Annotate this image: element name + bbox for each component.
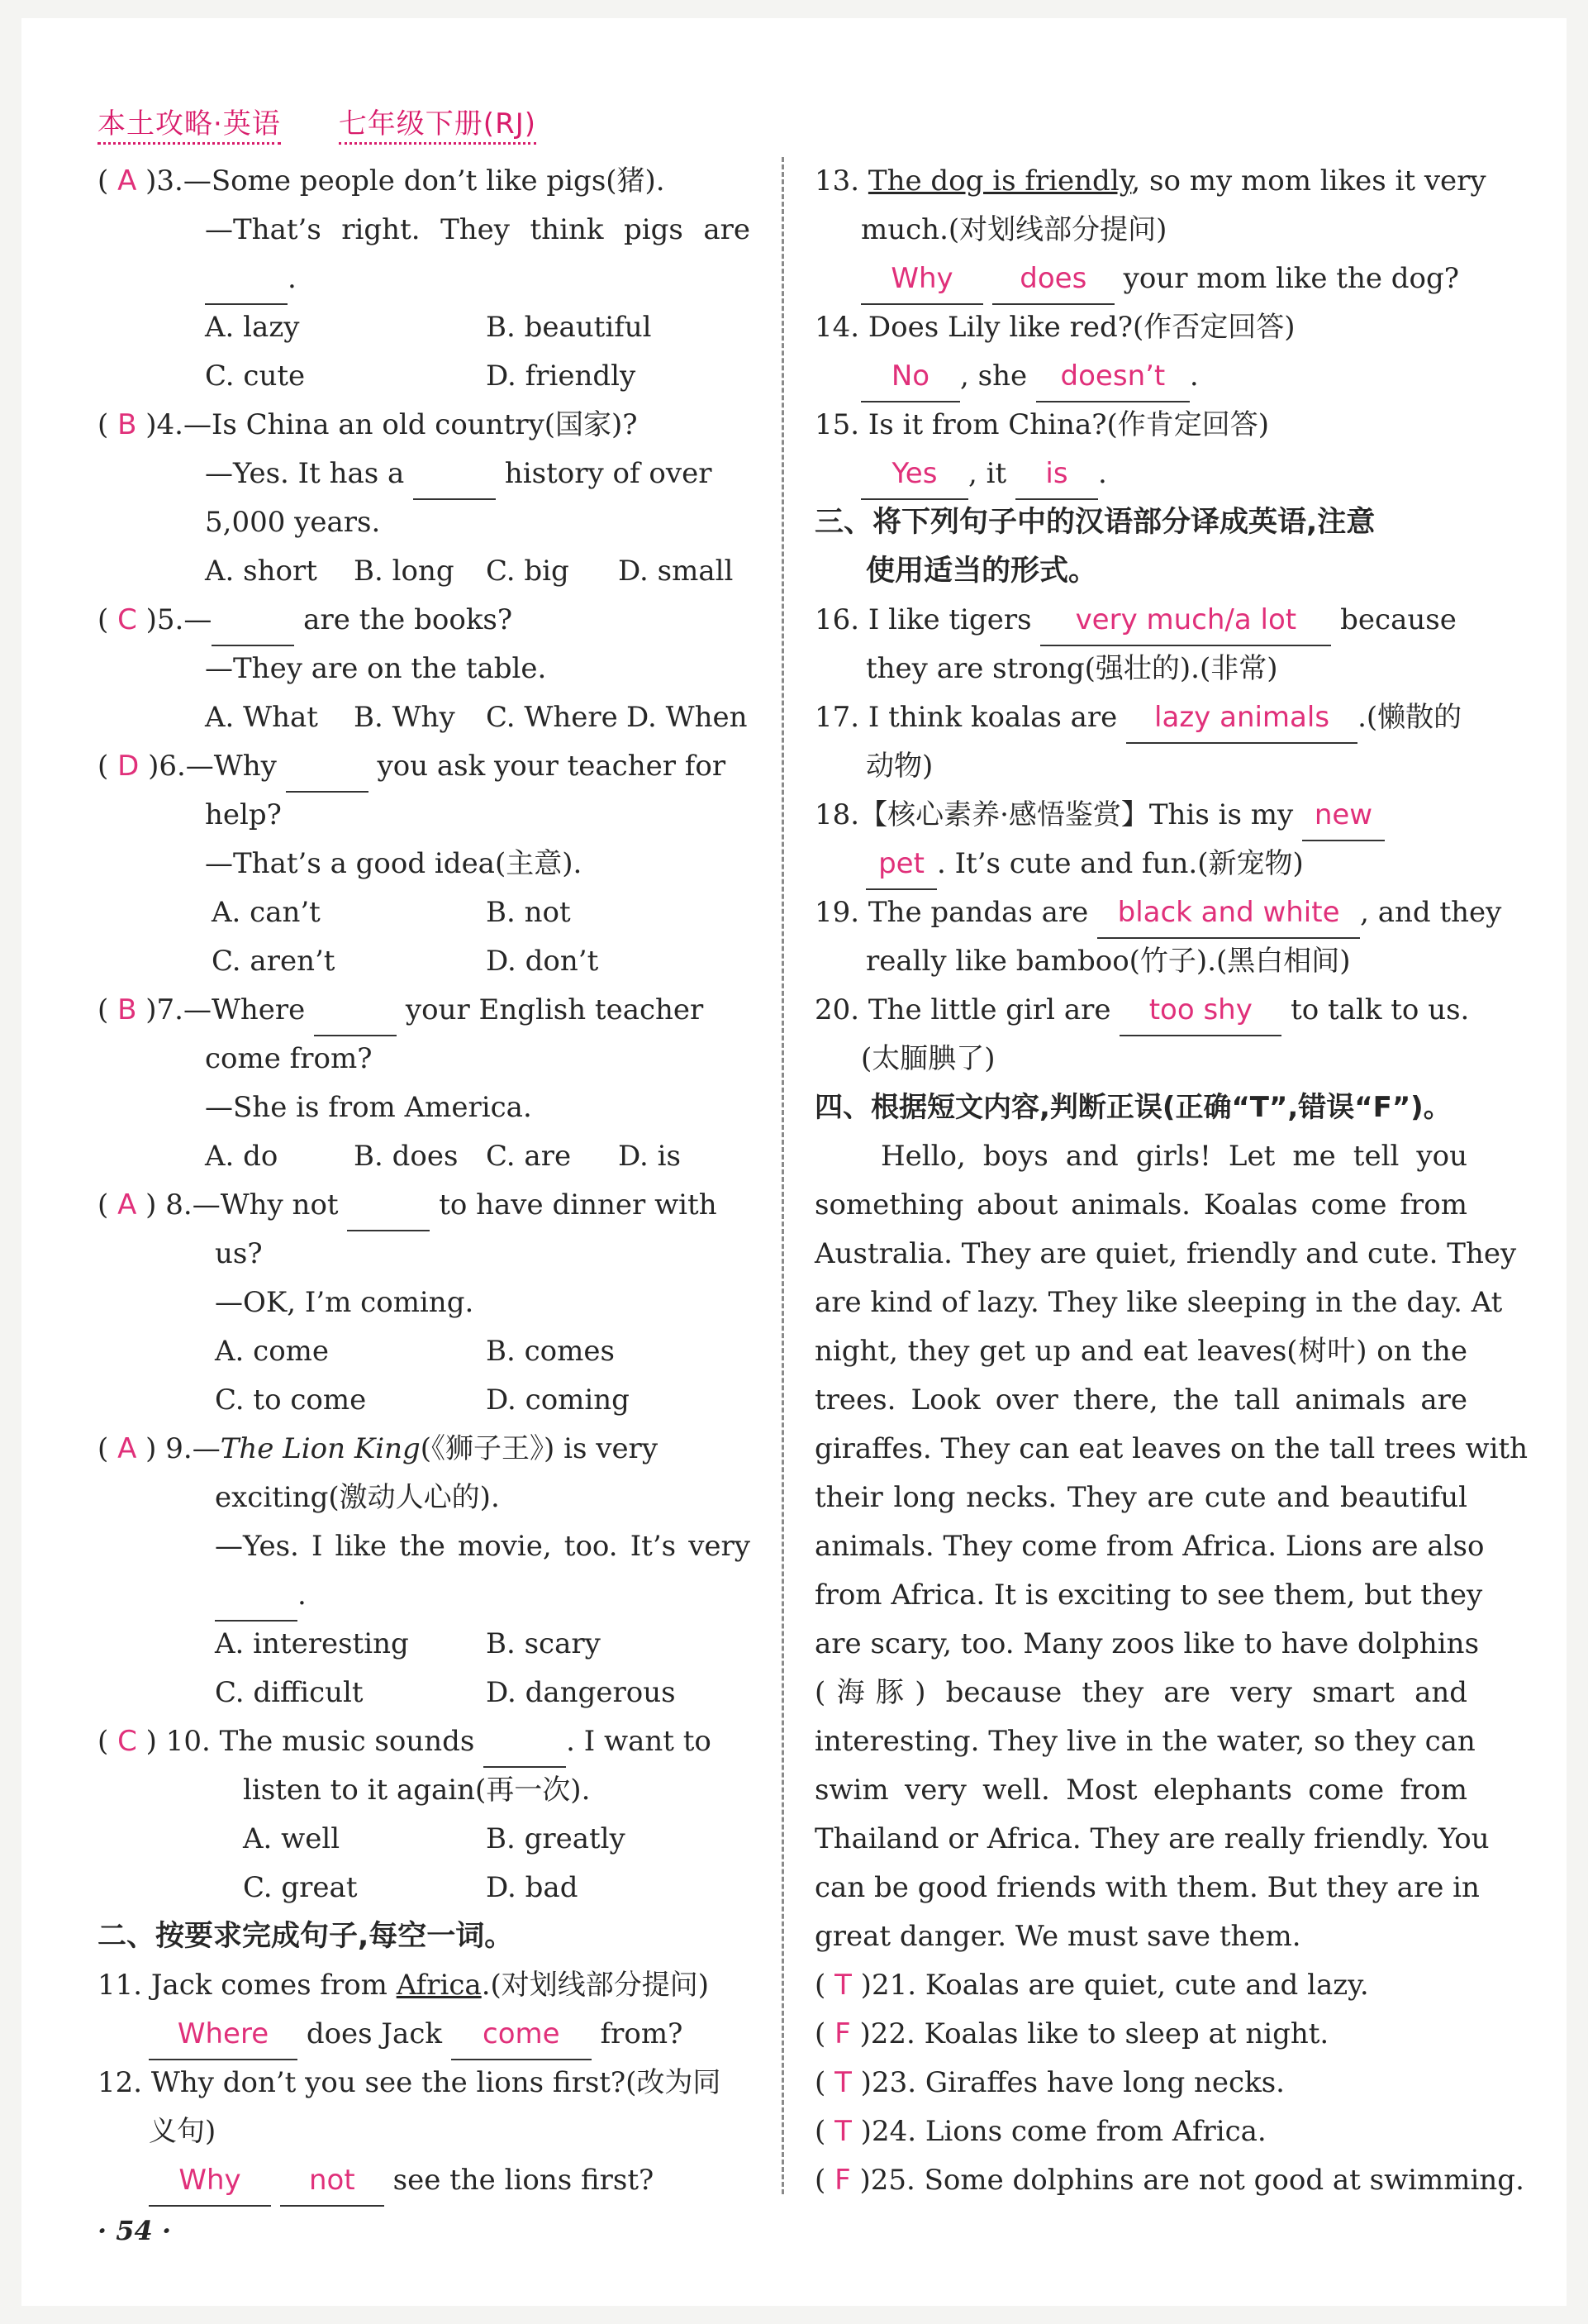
q14-stem: 14. Does Lily like red?(作否定回答) xyxy=(815,311,1296,344)
q5-line2: —They are on the table. xyxy=(205,652,547,685)
passage-line: Australia. They are quiet, friendly and cute. They xyxy=(815,1237,1517,1270)
passage-line: from Africa. It is exciting to see them, but they xyxy=(815,1579,1483,1612)
q18-stem: 18.【核心素养·感悟鉴赏】This is my new xyxy=(815,791,1467,840)
q4-stem: ( B )4.—Is China an old country(国家)? xyxy=(97,408,638,441)
tf-answer: F xyxy=(834,2017,851,2050)
q13-blank-1: Why xyxy=(861,255,983,305)
q9-line2: exciting(激动人心的). xyxy=(215,1481,500,1514)
q12-answer-line: Why not see the lions first? xyxy=(149,2156,750,2205)
q7-blank xyxy=(314,986,397,1036)
column-divider xyxy=(782,157,784,2194)
section-2-heading: 二、按要求完成句子,每空一词。 xyxy=(97,1920,514,1953)
q15-stem: 15. Is it from China?(作肯定回答) xyxy=(815,408,1269,441)
q16-line2: they are strong(强壮的).(非常) xyxy=(866,652,1278,685)
q14-blank-1: No xyxy=(861,352,960,402)
q6-answer: D xyxy=(117,750,140,783)
q14-answer-line: No , she doesn’t . xyxy=(861,352,1467,401)
q3-answer: A xyxy=(117,164,137,198)
q3-stem: ( A )3.—Some people don’t like pigs(猪). xyxy=(97,164,665,198)
q17-line2: 动物) xyxy=(866,750,934,783)
q3-line3: . xyxy=(205,255,750,303)
tf-item: ( T )21. Koalas are quiet, cute and lazy. xyxy=(815,1969,1369,2002)
q13-line2: much.(对划线部分提问) xyxy=(861,213,1167,246)
q8-stem: ( A ) 8.—Why not to have dinner with xyxy=(97,1181,750,1230)
tf-answer: F xyxy=(834,2164,851,2197)
passage-line: are scary, too. Many zoos like to have dolphins xyxy=(815,1627,1480,1660)
q11-answer-line: Where does Jack come from? xyxy=(149,2010,750,2059)
q3-blank xyxy=(205,255,288,305)
section-4-heading: 四、根据短文内容,判断正误(正确“T”,错误“F”)。 xyxy=(815,1091,1452,1124)
tf-answer: T xyxy=(834,2115,852,2148)
passage-line: trees. Look over there, the tall animals are xyxy=(815,1383,1467,1417)
q11-stem: 11. Jack comes from Africa.(对划线部分提问) xyxy=(97,1969,710,2002)
q19-line2: really like bamboo(竹子).(黑白相间) xyxy=(866,945,1351,978)
q13-answer-line: Why does your mom like the dog? xyxy=(861,255,1467,303)
q5-blank xyxy=(212,596,294,646)
q4-line3: 5,000 years. xyxy=(205,506,381,539)
q10-stem: ( C ) 10. The music sounds . I want to xyxy=(97,1717,750,1766)
q11-underlined: Africa xyxy=(396,1969,482,2002)
q3-line2: —That’s right. They think pigs are xyxy=(205,213,750,246)
q12-line2: 义句) xyxy=(149,2115,216,2148)
q9-line4: . xyxy=(215,1571,750,1620)
tf-item: ( T )24. Lions come from Africa. xyxy=(815,2115,1267,2148)
q10-line2: listen to it again(再一次). xyxy=(243,1774,591,1807)
q8-options-cd: C. to come D. coming xyxy=(215,1383,630,1417)
q14-blank-2: doesn’t xyxy=(1036,352,1190,402)
q15-blank-2: is xyxy=(1015,450,1098,500)
section-3-heading-line2: 使用适当的形式。 xyxy=(866,555,1098,588)
q7-line2: come from? xyxy=(205,1042,373,1075)
q15-answer-line: Yes , it is . xyxy=(861,450,1467,498)
q13-underlined: The dog is friendly xyxy=(868,164,1132,198)
q3-options-cd: C. cute D. friendly xyxy=(205,360,636,393)
q3-options-ab: A. lazy B. beautiful xyxy=(205,311,652,344)
passage-line: night, they get up and eat leaves(树叶) on the xyxy=(815,1335,1467,1368)
q10-options-cd: C. great D. bad xyxy=(243,1871,578,1904)
tf-item: ( T )23. Giraffes have long necks. xyxy=(815,2066,1285,2099)
q6-line3: —That’s a good idea(主意). xyxy=(205,847,582,880)
q7-line3: —She is from America. xyxy=(205,1091,532,1124)
passage-line: Hello, boys and girls! Let me tell you xyxy=(881,1140,1467,1173)
q13-stem: 13. The dog is friendly, so my mom likes it very xyxy=(815,164,1486,198)
q6-stem: ( D )6.—Why you ask your teacher for xyxy=(97,742,750,791)
passage-line: giraffes. They can eat leaves on the tall trees with xyxy=(815,1432,1529,1465)
q9-blank xyxy=(215,1571,297,1622)
left-column xyxy=(97,157,750,2205)
q9-options-ab: A. interesting B. scary xyxy=(215,1627,601,1660)
right-column xyxy=(815,157,1529,2205)
q8-line3: —OK, I’m coming. xyxy=(215,1286,474,1319)
tf-item: ( F )25. Some dolphins are not good at swimming. xyxy=(815,2164,1524,2197)
q12-blank-2: not xyxy=(280,2156,384,2207)
q5-answer: C xyxy=(117,603,137,636)
q8-answer: A xyxy=(117,1188,137,1222)
tf-answer: T xyxy=(834,1969,852,2002)
q16-blank: very much/a lot xyxy=(1040,596,1331,646)
passage-line: are kind of lazy. They like sleeping in the day. At xyxy=(815,1286,1503,1319)
q9-answer: A xyxy=(117,1432,137,1465)
page-number: · 54 · xyxy=(97,2215,172,2246)
q19-stem: 19. The pandas are black and white , and they xyxy=(815,888,1467,937)
q10-blank xyxy=(483,1717,566,1768)
q16-stem: 16. I like tigers very much/a lot because xyxy=(815,596,1467,645)
q4-blank xyxy=(413,450,496,500)
q7-options: A. do B. does C. are D. is xyxy=(205,1140,681,1173)
passage-line: their long necks. They are cute and beautiful xyxy=(815,1481,1467,1514)
q6-options-ab: A. can’t B. not xyxy=(212,896,571,929)
header-grade: 七年级下册(RJ) xyxy=(339,107,536,145)
q8-blank xyxy=(347,1181,430,1231)
q7-answer: B xyxy=(117,993,137,1026)
q8-options-ab: A. come B. comes xyxy=(215,1335,615,1368)
q5-options: A. What B. Why C. Where D. When xyxy=(205,701,748,734)
q6-line2: help? xyxy=(205,798,282,831)
q6-options-cd: C. aren’t D. don’t xyxy=(212,945,599,978)
q4-line2: —Yes. It has a history of over xyxy=(205,450,750,498)
q13-blank-2: does xyxy=(992,255,1115,305)
q19-blank: black and white xyxy=(1097,888,1360,939)
q18-line2: pet . It’s cute and fun.(新宠物) xyxy=(866,840,1467,888)
q11-blank-2: come xyxy=(451,2010,592,2060)
q17-blank: lazy animals xyxy=(1126,693,1357,744)
q9-options-cd: C. difficult D. dangerous xyxy=(215,1676,676,1709)
q9-line3: —Yes. I like the movie, too. It’s very xyxy=(215,1530,750,1563)
passage-line: Thailand or Africa. They are really friendly. You xyxy=(815,1822,1490,1855)
q7-stem: ( B )7.—Where your English teacher xyxy=(97,986,750,1035)
q12-blank-1: Why xyxy=(149,2156,271,2207)
q9-stem: ( A ) 9.—The Lion King(《狮子王》) is very xyxy=(97,1432,658,1465)
passage-line: something about animals. Koalas come from xyxy=(815,1188,1467,1222)
passage-line: swim very well. Most elephants come from xyxy=(815,1774,1467,1807)
q12-stem: 12. Why don’t you see the lions first?(改为同 xyxy=(97,2066,721,2099)
q20-blank: too shy xyxy=(1120,986,1281,1036)
header-book-title: 本土攻略·英语 xyxy=(97,107,281,145)
q18-blank-2: pet xyxy=(866,840,937,890)
q5-stem: ( C )5.— are the books? xyxy=(97,596,750,645)
q4-options: A. short B. long C. big D. small xyxy=(205,555,734,588)
passage-line: (海豚) because they are very smart and xyxy=(815,1676,1467,1709)
passage-line: animals. They come from Africa. Lions are also xyxy=(815,1530,1485,1563)
q4-answer: B xyxy=(117,408,137,441)
passage-line: can be good friends with them. But they are in xyxy=(815,1871,1480,1904)
q17-stem: 17. I think koalas are lazy animals .(懒散的 xyxy=(815,693,1467,742)
q8-line2: us? xyxy=(215,1237,263,1270)
q20-stem: 20. The little girl are too shy to talk to us. xyxy=(815,986,1467,1035)
tf-item: ( F )22. Koalas like to sleep at night. xyxy=(815,2017,1329,2050)
section-3-heading: 三、将下列句子中的汉语部分译成英语,注意 xyxy=(815,506,1376,539)
q9-movie-title: The Lion King xyxy=(220,1432,421,1465)
q10-options-ab: A. well B. greatly xyxy=(243,1822,625,1855)
page-header xyxy=(97,101,536,141)
q10-answer: C xyxy=(117,1725,137,1758)
passage-line: great danger. We must save them. xyxy=(815,1920,1301,1953)
q6-blank xyxy=(286,742,368,793)
passage-line: interesting. They live in the water, so they can xyxy=(815,1725,1476,1758)
tf-answer: T xyxy=(834,2066,852,2099)
q11-blank-1: Where xyxy=(149,2010,297,2060)
q15-blank-1: Yes xyxy=(861,450,968,500)
q18-blank-1: new xyxy=(1302,791,1385,841)
q20-line2: (太腼腆了) xyxy=(861,1042,996,1075)
